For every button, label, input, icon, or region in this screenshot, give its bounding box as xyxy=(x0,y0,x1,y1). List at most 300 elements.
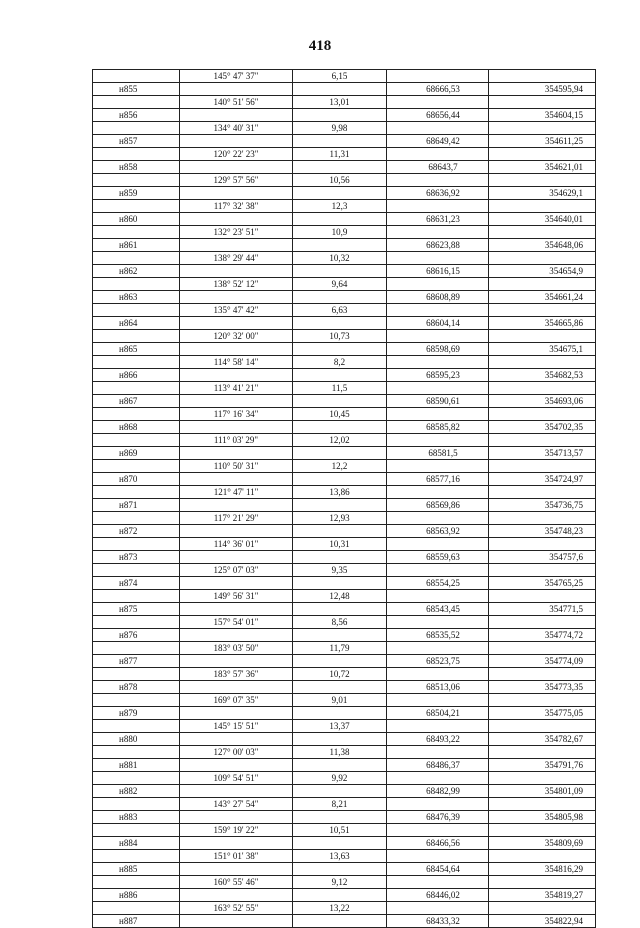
direction-angle: 120° 22' 23" xyxy=(180,148,293,161)
segment-row xyxy=(93,564,596,577)
empty-cell xyxy=(93,460,180,473)
segment-row xyxy=(93,148,596,161)
point-name: н871 xyxy=(93,499,180,512)
empty-cell xyxy=(293,499,387,512)
empty-cell xyxy=(93,408,180,421)
coordinate-x: 68590,61 xyxy=(387,395,489,408)
coordinate-y: 354773,35 xyxy=(489,681,596,694)
segment-row xyxy=(93,356,596,369)
empty-cell xyxy=(180,655,293,668)
empty-cell xyxy=(387,486,489,499)
empty-cell xyxy=(387,902,489,915)
empty-cell xyxy=(293,447,387,460)
direction-angle: 125° 07' 03" xyxy=(180,564,293,577)
point-row xyxy=(93,473,596,486)
coordinate-y: 354805,98 xyxy=(489,811,596,824)
coordinate-x: 68577,16 xyxy=(387,473,489,486)
direction-angle: 145° 15' 51" xyxy=(180,720,293,733)
empty-cell xyxy=(489,876,596,889)
segment-length: 9,64 xyxy=(293,278,387,291)
point-row xyxy=(93,369,596,382)
point-name: н868 xyxy=(93,421,180,434)
empty-cell xyxy=(387,408,489,421)
direction-angle: 127° 00' 03" xyxy=(180,746,293,759)
coordinate-x: 68643,7 xyxy=(387,161,489,174)
empty-cell xyxy=(489,174,596,187)
empty-cell xyxy=(180,213,293,226)
empty-cell xyxy=(387,304,489,317)
empty-cell xyxy=(180,837,293,850)
segment-length: 12,3 xyxy=(293,200,387,213)
direction-angle: 120° 32' 00" xyxy=(180,330,293,343)
direction-angle: 121° 47' 11" xyxy=(180,486,293,499)
segment-length: 10,72 xyxy=(293,668,387,681)
empty-cell xyxy=(293,369,387,382)
coordinate-x: 68559,63 xyxy=(387,551,489,564)
point-name: н877 xyxy=(93,655,180,668)
coordinate-y: 354629,1 xyxy=(489,187,596,200)
empty-cell xyxy=(293,759,387,772)
empty-cell xyxy=(93,642,180,655)
coordinate-x: 68608,89 xyxy=(387,291,489,304)
coordinate-x: 68446,02 xyxy=(387,889,489,902)
empty-cell xyxy=(489,824,596,837)
point-row xyxy=(93,811,596,824)
segment-row xyxy=(93,226,596,239)
empty-cell xyxy=(489,70,596,83)
segment-row xyxy=(93,70,596,83)
empty-cell xyxy=(293,655,387,668)
empty-cell xyxy=(489,720,596,733)
empty-cell xyxy=(93,434,180,447)
segment-row xyxy=(93,174,596,187)
segment-length: 9,12 xyxy=(293,876,387,889)
point-row xyxy=(93,629,596,642)
direction-angle: 114° 58' 14" xyxy=(180,356,293,369)
empty-cell xyxy=(180,83,293,96)
empty-cell xyxy=(93,876,180,889)
point-name: н869 xyxy=(93,447,180,460)
empty-cell xyxy=(293,317,387,330)
direction-angle: 132° 23' 51" xyxy=(180,226,293,239)
empty-cell xyxy=(180,889,293,902)
point-row xyxy=(93,317,596,330)
empty-cell xyxy=(489,902,596,915)
empty-cell xyxy=(489,252,596,265)
segment-row xyxy=(93,382,596,395)
coordinate-x: 68581,5 xyxy=(387,447,489,460)
segment-length: 8,2 xyxy=(293,356,387,369)
point-row xyxy=(93,187,596,200)
coordinates-table-wrap xyxy=(92,69,595,928)
empty-cell xyxy=(489,96,596,109)
direction-angle: 143° 27' 54" xyxy=(180,798,293,811)
segment-length: 13,37 xyxy=(293,720,387,733)
direction-angle: 183° 03' 50" xyxy=(180,642,293,655)
empty-cell xyxy=(293,811,387,824)
empty-cell xyxy=(93,330,180,343)
empty-cell xyxy=(180,681,293,694)
point-name: н884 xyxy=(93,837,180,850)
point-row xyxy=(93,421,596,434)
empty-cell xyxy=(489,798,596,811)
direction-angle: 113° 41' 21" xyxy=(180,382,293,395)
point-row xyxy=(93,707,596,720)
point-row xyxy=(93,551,596,564)
point-name: н858 xyxy=(93,161,180,174)
coordinate-y: 354713,57 xyxy=(489,447,596,460)
empty-cell xyxy=(293,525,387,538)
empty-cell xyxy=(180,733,293,746)
segment-length: 10,56 xyxy=(293,174,387,187)
empty-cell xyxy=(489,330,596,343)
empty-cell xyxy=(180,551,293,564)
direction-angle: 157° 54' 01" xyxy=(180,616,293,629)
empty-cell xyxy=(387,876,489,889)
coordinate-y: 354702,35 xyxy=(489,421,596,434)
coordinate-x: 68595,23 xyxy=(387,369,489,382)
empty-cell xyxy=(180,525,293,538)
segment-row xyxy=(93,486,596,499)
segment-row xyxy=(93,538,596,551)
coordinate-y: 354775,05 xyxy=(489,707,596,720)
coordinate-y: 354791,76 xyxy=(489,759,596,772)
segment-length: 13,86 xyxy=(293,486,387,499)
segment-row xyxy=(93,512,596,525)
empty-cell xyxy=(93,226,180,239)
segment-row xyxy=(93,590,596,603)
empty-cell xyxy=(387,564,489,577)
empty-cell xyxy=(293,863,387,876)
segment-length: 11,31 xyxy=(293,148,387,161)
empty-cell xyxy=(93,252,180,265)
point-row xyxy=(93,109,596,122)
segment-length: 12,02 xyxy=(293,434,387,447)
point-row xyxy=(93,447,596,460)
segment-length: 10,45 xyxy=(293,408,387,421)
empty-cell xyxy=(180,707,293,720)
empty-cell xyxy=(387,434,489,447)
segment-length: 8,56 xyxy=(293,616,387,629)
segment-length: 10,31 xyxy=(293,538,387,551)
coordinate-y: 354640,01 xyxy=(489,213,596,226)
empty-cell xyxy=(387,538,489,551)
segment-length: 10,51 xyxy=(293,824,387,837)
empty-cell xyxy=(93,746,180,759)
segment-length: 11,79 xyxy=(293,642,387,655)
empty-cell xyxy=(293,135,387,148)
direction-angle: 169° 07' 35" xyxy=(180,694,293,707)
segment-length: 12,48 xyxy=(293,590,387,603)
empty-cell xyxy=(93,304,180,317)
empty-cell xyxy=(180,291,293,304)
coordinate-x: 68543,45 xyxy=(387,603,489,616)
empty-cell xyxy=(180,499,293,512)
empty-cell xyxy=(180,343,293,356)
segment-row xyxy=(93,746,596,759)
empty-cell xyxy=(180,109,293,122)
coordinate-y: 354724,97 xyxy=(489,473,596,486)
page-number: 418 xyxy=(308,38,332,54)
point-row xyxy=(93,395,596,408)
direction-angle: 140° 51' 56" xyxy=(180,96,293,109)
empty-cell xyxy=(293,109,387,122)
segment-row xyxy=(93,408,596,421)
empty-cell xyxy=(489,512,596,525)
empty-cell xyxy=(489,122,596,135)
coordinate-x: 68563,92 xyxy=(387,525,489,538)
empty-cell xyxy=(93,278,180,291)
coordinate-x: 68523,75 xyxy=(387,655,489,668)
point-row xyxy=(93,889,596,902)
empty-cell xyxy=(180,759,293,772)
coordinate-x: 68631,23 xyxy=(387,213,489,226)
empty-cell xyxy=(293,603,387,616)
empty-cell xyxy=(293,265,387,278)
coordinate-y: 354819,27 xyxy=(489,889,596,902)
coordinate-y: 354611,25 xyxy=(489,135,596,148)
empty-cell xyxy=(489,564,596,577)
empty-cell xyxy=(293,577,387,590)
empty-cell xyxy=(387,772,489,785)
empty-cell xyxy=(180,811,293,824)
direction-angle: 138° 29' 44" xyxy=(180,252,293,265)
empty-cell xyxy=(489,642,596,655)
segment-length: 8,21 xyxy=(293,798,387,811)
empty-cell xyxy=(180,473,293,486)
coordinate-x: 68482,99 xyxy=(387,785,489,798)
direction-angle: 149° 56' 31" xyxy=(180,590,293,603)
empty-cell xyxy=(93,616,180,629)
empty-cell xyxy=(93,122,180,135)
segment-row xyxy=(93,876,596,889)
segment-length: 13,63 xyxy=(293,850,387,863)
empty-cell xyxy=(93,174,180,187)
coordinate-y: 354782,67 xyxy=(489,733,596,746)
empty-cell xyxy=(387,798,489,811)
coordinate-x: 68604,14 xyxy=(387,317,489,330)
coordinate-x: 68513,06 xyxy=(387,681,489,694)
segment-length: 10,32 xyxy=(293,252,387,265)
point-row xyxy=(93,733,596,746)
empty-cell xyxy=(489,772,596,785)
empty-cell xyxy=(293,707,387,720)
empty-cell xyxy=(293,83,387,96)
empty-cell xyxy=(180,785,293,798)
empty-cell xyxy=(180,161,293,174)
empty-cell xyxy=(387,720,489,733)
empty-cell xyxy=(489,278,596,291)
point-row xyxy=(93,577,596,590)
point-name: н864 xyxy=(93,317,180,330)
coordinate-x: 68504,21 xyxy=(387,707,489,720)
empty-cell xyxy=(93,772,180,785)
empty-cell xyxy=(387,278,489,291)
segment-row xyxy=(93,694,596,707)
empty-cell xyxy=(293,473,387,486)
point-row xyxy=(93,83,596,96)
point-name: н876 xyxy=(93,629,180,642)
direction-angle: 138° 52' 12" xyxy=(180,278,293,291)
point-row xyxy=(93,681,596,694)
empty-cell xyxy=(180,577,293,590)
empty-cell xyxy=(293,187,387,200)
segment-length: 10,9 xyxy=(293,226,387,239)
segment-row xyxy=(93,252,596,265)
empty-cell xyxy=(387,512,489,525)
point-name: н865 xyxy=(93,343,180,356)
segment-row xyxy=(93,200,596,213)
segment-length: 9,01 xyxy=(293,694,387,707)
point-name: н886 xyxy=(93,889,180,902)
empty-cell xyxy=(293,889,387,902)
coordinate-x: 68585,82 xyxy=(387,421,489,434)
direction-angle: 109° 54' 51" xyxy=(180,772,293,785)
empty-cell xyxy=(293,343,387,356)
empty-cell xyxy=(489,850,596,863)
empty-cell xyxy=(93,694,180,707)
point-name: н862 xyxy=(93,265,180,278)
direction-angle: 145° 47' 37" xyxy=(180,70,293,83)
direction-angle: 135° 47' 42" xyxy=(180,304,293,317)
point-row xyxy=(93,655,596,668)
empty-cell xyxy=(387,330,489,343)
point-row xyxy=(93,239,596,252)
segment-row xyxy=(93,824,596,837)
direction-angle: 159° 19' 22" xyxy=(180,824,293,837)
direction-angle: 183° 57' 36" xyxy=(180,668,293,681)
segment-length: 10,73 xyxy=(293,330,387,343)
direction-angle: 110° 50' 31" xyxy=(180,460,293,473)
direction-angle: 111° 03' 29" xyxy=(180,434,293,447)
empty-cell xyxy=(93,824,180,837)
empty-cell xyxy=(489,590,596,603)
empty-cell xyxy=(489,382,596,395)
empty-cell xyxy=(489,538,596,551)
point-name: н872 xyxy=(93,525,180,538)
coordinate-y: 354774,09 xyxy=(489,655,596,668)
empty-cell xyxy=(387,122,489,135)
coordinate-y: 354661,24 xyxy=(489,291,596,304)
segment-length: 9,35 xyxy=(293,564,387,577)
segment-row xyxy=(93,616,596,629)
coordinate-y: 354736,75 xyxy=(489,499,596,512)
segment-row xyxy=(93,772,596,785)
segment-row xyxy=(93,460,596,473)
empty-cell xyxy=(93,70,180,83)
empty-cell xyxy=(489,200,596,213)
point-name: н866 xyxy=(93,369,180,382)
point-row xyxy=(93,135,596,148)
empty-cell xyxy=(489,460,596,473)
empty-cell xyxy=(180,317,293,330)
segment-row xyxy=(93,720,596,733)
empty-cell xyxy=(387,382,489,395)
empty-cell xyxy=(93,96,180,109)
empty-cell xyxy=(93,486,180,499)
point-row xyxy=(93,603,596,616)
coordinate-y: 354801,09 xyxy=(489,785,596,798)
point-name: н863 xyxy=(93,291,180,304)
point-row xyxy=(93,265,596,278)
point-row xyxy=(93,499,596,512)
point-name: н860 xyxy=(93,213,180,226)
empty-cell xyxy=(387,148,489,161)
empty-cell xyxy=(293,161,387,174)
empty-cell xyxy=(293,733,387,746)
point-name: н861 xyxy=(93,239,180,252)
empty-cell xyxy=(293,915,387,928)
empty-cell xyxy=(387,642,489,655)
coordinates-table xyxy=(92,69,596,928)
empty-cell xyxy=(387,96,489,109)
coordinate-y: 354595,94 xyxy=(489,83,596,96)
empty-cell xyxy=(489,304,596,317)
point-name: н859 xyxy=(93,187,180,200)
empty-cell xyxy=(387,200,489,213)
coordinate-y: 354822,94 xyxy=(489,915,596,928)
empty-cell xyxy=(387,850,489,863)
empty-cell xyxy=(489,746,596,759)
point-name: н885 xyxy=(93,863,180,876)
empty-cell xyxy=(387,70,489,83)
point-name: н856 xyxy=(93,109,180,122)
empty-cell xyxy=(93,668,180,681)
empty-cell xyxy=(93,590,180,603)
coordinate-x: 68554,25 xyxy=(387,577,489,590)
coordinate-y: 354816,29 xyxy=(489,863,596,876)
empty-cell xyxy=(489,668,596,681)
point-name: н867 xyxy=(93,395,180,408)
empty-cell xyxy=(180,265,293,278)
coordinate-y: 354648,06 xyxy=(489,239,596,252)
segment-row xyxy=(93,642,596,655)
empty-cell xyxy=(293,395,387,408)
segment-length: 9,92 xyxy=(293,772,387,785)
coordinate-x: 68493,22 xyxy=(387,733,489,746)
empty-cell xyxy=(387,824,489,837)
segment-length: 13,01 xyxy=(293,96,387,109)
coordinate-x: 68454,64 xyxy=(387,863,489,876)
empty-cell xyxy=(489,434,596,447)
empty-cell xyxy=(93,850,180,863)
point-row xyxy=(93,863,596,876)
coordinate-x: 68666,53 xyxy=(387,83,489,96)
segment-row xyxy=(93,902,596,915)
coordinate-y: 354665,86 xyxy=(489,317,596,330)
direction-angle: 117° 32' 38" xyxy=(180,200,293,213)
direction-angle: 129° 57' 56" xyxy=(180,174,293,187)
empty-cell xyxy=(489,148,596,161)
empty-cell xyxy=(387,694,489,707)
empty-cell xyxy=(93,356,180,369)
coordinate-x: 68656,44 xyxy=(387,109,489,122)
coordinate-y: 354654,9 xyxy=(489,265,596,278)
coordinate-y: 354748,23 xyxy=(489,525,596,538)
empty-cell xyxy=(180,447,293,460)
empty-cell xyxy=(387,174,489,187)
direction-angle: 163° 52' 55" xyxy=(180,902,293,915)
point-name: н870 xyxy=(93,473,180,486)
coordinate-y: 354771,5 xyxy=(489,603,596,616)
empty-cell xyxy=(93,720,180,733)
empty-cell xyxy=(489,486,596,499)
segment-length: 12,2 xyxy=(293,460,387,473)
point-row xyxy=(93,837,596,850)
empty-cell xyxy=(180,915,293,928)
coordinate-y: 354675,1 xyxy=(489,343,596,356)
coordinate-x: 68649,42 xyxy=(387,135,489,148)
